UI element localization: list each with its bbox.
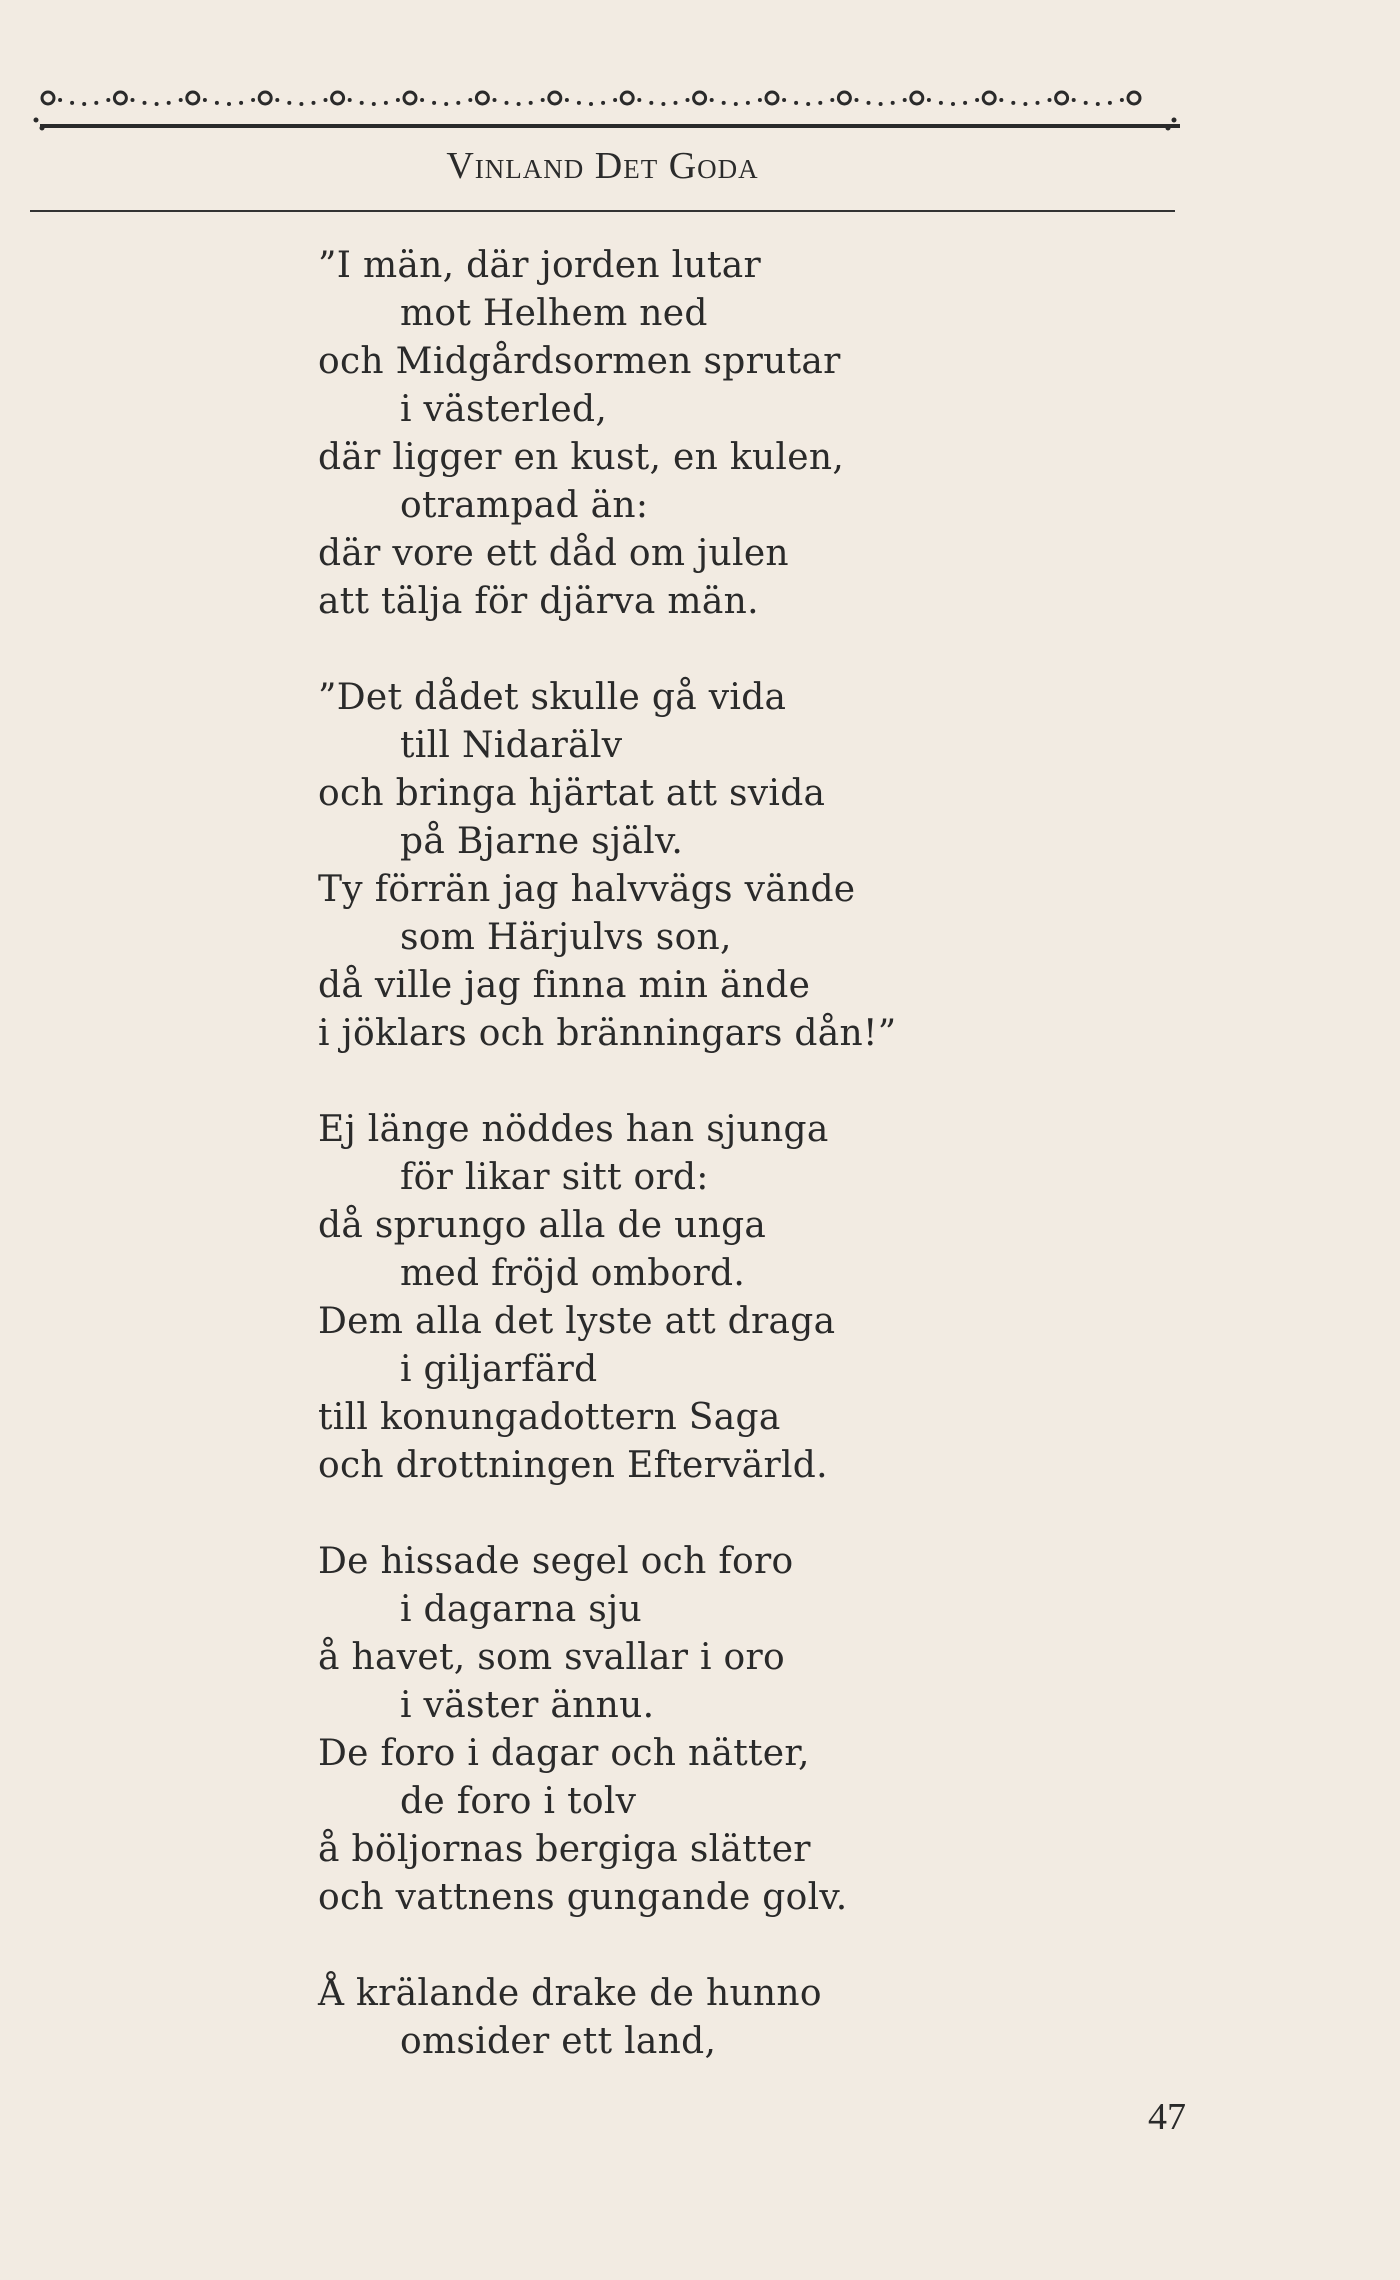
page-number: 47 (1148, 2096, 1186, 2138)
running-head: Vinland Det Goda (446, 145, 759, 187)
poem-line: mot Helhem ned (400, 293, 708, 334)
poem-line: ”Det dådet skulle gå vida (318, 677, 787, 718)
poem-line: Ty förrän jag halvvägs vände (318, 869, 856, 910)
poem-line: De hissade segel och foro (318, 1541, 794, 1582)
poem-line: de foro i tolv (400, 1781, 637, 1822)
poem-line: Å krälande drake de hunno (318, 1973, 822, 2014)
poem-line: med fröjd ombord. (400, 1253, 746, 1294)
poem-line: där vore ett dåd om julen (318, 533, 789, 574)
poem-line: i västerled, (400, 389, 608, 430)
poem-line: ”I män, där jorden lutar (318, 245, 761, 286)
poem-line: i giljarfärd (400, 1349, 598, 1390)
poem-line: och vattnens gungande golv. (318, 1877, 848, 1918)
poem-line: i väster ännu. (400, 1685, 655, 1726)
poem-line: och Midgårdsormen sprutar (318, 341, 841, 382)
stanza (0, 1538, 1400, 1922)
poem-line: att tälja för djärva män. (318, 581, 759, 622)
poem-line: i dagarna sju (400, 1589, 642, 1630)
poem-line: och bringa hjärtat att svida (318, 773, 826, 814)
poem-line: Dem alla det lyste att draga (318, 1301, 836, 1342)
poem-line: i jöklars och bränningars dån!” (318, 1013, 897, 1054)
stanza (0, 1970, 1400, 2066)
poem-line: omsider ett land, (400, 2021, 717, 2062)
poem-line: på Bjarne själv. (400, 821, 684, 862)
poem-line: och drottningen Eftervärld. (318, 1445, 828, 1486)
poem-line: där ligger en kust, en kulen, (318, 437, 845, 478)
poem-line: som Härjulvs son, (400, 917, 732, 958)
stanza (0, 242, 1400, 626)
ornament-border (30, 70, 1180, 140)
poem-line: Ej länge nöddes han sjunga (318, 1109, 829, 1150)
poem-line: för likar sitt ord: (400, 1157, 709, 1198)
poem-line: å böljornas bergiga slätter (318, 1829, 811, 1870)
poem-line: då sprungo alla de unga (318, 1205, 767, 1246)
stanza (0, 1106, 1400, 1490)
poem-line: till konungadottern Saga (318, 1397, 781, 1438)
poem-line: otrampad än: (400, 485, 649, 526)
stanza (0, 674, 1400, 1058)
header-rule (30, 210, 1175, 212)
poem-line: till Nidarälv (400, 725, 623, 766)
poem-line: De foro i dagar och nätter, (318, 1733, 810, 1774)
poem-line: då ville jag finna min ände (318, 965, 811, 1006)
poem-line: å havet, som svallar i oro (318, 1637, 786, 1678)
poem-body (0, 242, 1400, 2114)
